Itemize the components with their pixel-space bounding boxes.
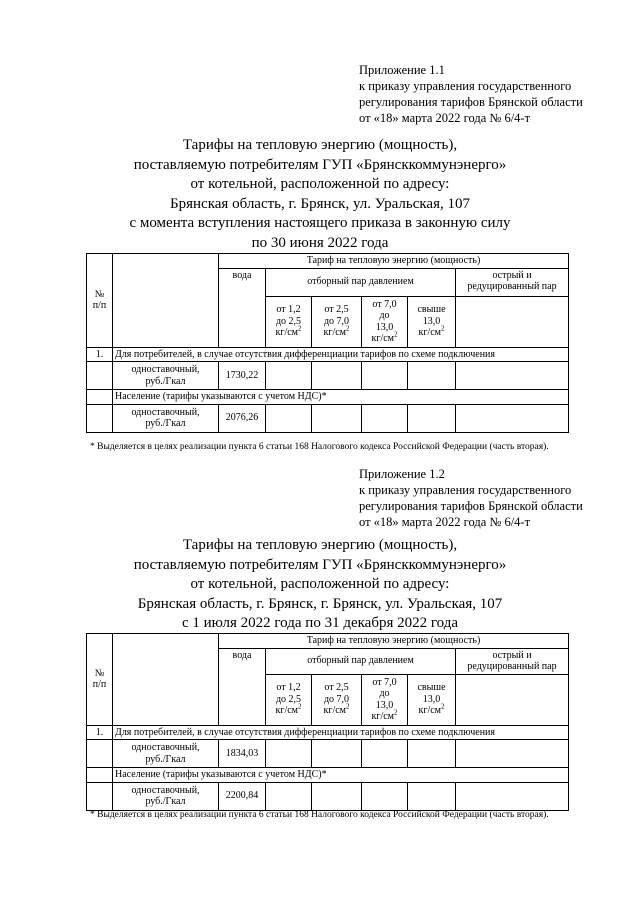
appendix-line: от «18» марта 2022 года № 6/4-т — [359, 111, 531, 125]
appendix-line: к приказу управления государственного — [359, 483, 572, 497]
empty-cell — [408, 740, 456, 768]
title-line: поставляемую потребителям ГУП «Брянсккоммунэнерго» — [133, 556, 507, 573]
empty-cell — [362, 362, 408, 390]
empty-cell — [362, 404, 408, 432]
title-line: Брянская область, г. Брянск, ул. Уральская, 107 — [170, 195, 470, 212]
empty-cell — [87, 768, 113, 783]
group-row: Население (тарифы указываются с учетом НДС)* — [113, 768, 569, 783]
title-line: по 30 июня 2022 года — [251, 234, 389, 251]
footnote-2: * Выделяется в целях реализации пункта 6 статьи 168 Налогового кодекса Российской Федерации (часть вторая). — [90, 810, 549, 820]
empty-cell — [408, 404, 456, 432]
row-num: 1. — [87, 347, 113, 362]
empty-cell — [456, 362, 569, 390]
empty-cell — [362, 782, 408, 810]
pressure-1: от 1,2 до 2,5 $кг/см^2$ — [266, 296, 312, 347]
group-row: Население (тарифы указываются с учетом НДС)* — [113, 390, 569, 405]
empty-cell — [87, 740, 113, 768]
empty-cell — [87, 390, 113, 405]
appendix-line: к приказу управления государственного — [359, 79, 572, 93]
tariff-title-1 — [0, 136, 640, 253]
title-line: Тарифы на тепловую энергию (мощность), — [182, 137, 458, 153]
empty-cell — [456, 674, 569, 725]
pressure-1: от 1,2 до 2,5 $кг/см^2$ — [266, 674, 312, 725]
rate-label: одноставочный, руб./Гкал — [113, 362, 219, 390]
empty-header — [113, 634, 219, 726]
water-value: 1834,03 — [219, 740, 266, 768]
pressure-4: свыше 13,0 $кг/см^2$ — [408, 296, 456, 347]
empty-cell — [456, 296, 569, 347]
empty-cell — [408, 782, 456, 810]
water-header: вода — [219, 648, 266, 725]
appendix-line: регулирования тарифов Брянской области — [359, 95, 583, 109]
tariff-header: Тариф на тепловую энергию (мощность) — [219, 254, 569, 269]
appendix-line: от «18» марта 2022 года № 6/4-т — [359, 515, 531, 529]
water-value: 2200,84 — [219, 782, 266, 810]
empty-cell — [87, 362, 113, 390]
title-line: Брянская область, г. Брянск, г. Брянск, ул. Уральская, 107 — [137, 595, 503, 612]
group-row: Для потребителей, в случае отсутствия дифференциации тарифов по схеме подключения — [113, 347, 569, 362]
steam-sharp-header: острый и редуцированный пар — [456, 268, 569, 296]
empty-cell — [362, 740, 408, 768]
empty-cell — [87, 782, 113, 810]
empty-cell — [456, 740, 569, 768]
water-value: 2076,26 — [219, 404, 266, 432]
title-line: поставляемую потребителям ГУП «Брянсккоммунэнерго» — [133, 156, 507, 173]
footnote-1: * Выделяется в целях реализации пункта 6 статьи 168 Налогового кодекса Российской Федерации (часть вторая). — [90, 442, 549, 452]
num-header: № п/п — [87, 254, 113, 348]
rate-label: одноставочный, руб./Гкал — [113, 740, 219, 768]
pressure-3: от 7,0 до 13,0 $кг/см^2$ — [362, 674, 408, 725]
rate-label: одноставочный, руб./Гкал — [113, 782, 219, 810]
title-line: от котельной, расположенной по адресу: — [190, 176, 450, 192]
empty-cell — [266, 740, 312, 768]
tariff-table-2 — [86, 633, 569, 811]
pressure-3: от 7,0 до 13,0 $кг/см^2$ — [362, 296, 408, 347]
steam-selected-header: отборный пар давлением — [266, 648, 456, 674]
title-line: с 1 июля 2022 года по 31 декабря 2022 года — [182, 615, 458, 631]
appendix-1-1-header — [359, 62, 583, 126]
pressure-4: свыше 13,0 $кг/см^2$ — [408, 674, 456, 725]
appendix-1-2-header — [359, 466, 583, 530]
title-line: с момента вступления настоящего приказа в законную силу — [129, 215, 511, 231]
rate-label: одноставочный, руб./Гкал — [113, 404, 219, 432]
empty-cell — [456, 782, 569, 810]
empty-cell — [312, 362, 362, 390]
tariff-table-1 — [86, 253, 569, 433]
tariff-title-2 — [0, 536, 640, 634]
appendix-line: Приложение 1.1 — [359, 63, 445, 77]
empty-cell — [266, 404, 312, 432]
appendix-line: Приложение 1.2 — [359, 467, 445, 481]
empty-cell — [456, 404, 569, 432]
appendix-line: регулирования тарифов Брянской области — [359, 499, 583, 513]
empty-cell — [312, 782, 362, 810]
water-header: вода — [219, 268, 266, 347]
empty-cell — [266, 362, 312, 390]
title-line: Тарифы на тепловую энергию (мощность), — [182, 537, 458, 553]
steam-selected-header: отборный пар давлением — [266, 268, 456, 296]
water-value: 1730,22 — [219, 362, 266, 390]
num-header: № п/п — [87, 634, 113, 726]
empty-cell — [266, 782, 312, 810]
steam-sharp-header: острый и редуцированный пар — [456, 648, 569, 674]
empty-cell — [312, 404, 362, 432]
empty-cell — [87, 404, 113, 432]
empty-header — [113, 254, 219, 348]
group-row: Для потребителей, в случае отсутствия дифференциации тарифов по схеме подключения — [113, 725, 569, 740]
tariff-header: Тариф на тепловую энергию (мощность) — [219, 634, 569, 649]
empty-cell — [408, 362, 456, 390]
pressure-2: от 2,5 до 7,0 $кг/см^2$ — [312, 674, 362, 725]
pressure-2: от 2,5 до 7,0 $кг/см^2$ — [312, 296, 362, 347]
empty-cell — [312, 740, 362, 768]
row-num: 1. — [87, 725, 113, 740]
title-line: от котельной, расположенной по адресу: — [190, 576, 450, 592]
